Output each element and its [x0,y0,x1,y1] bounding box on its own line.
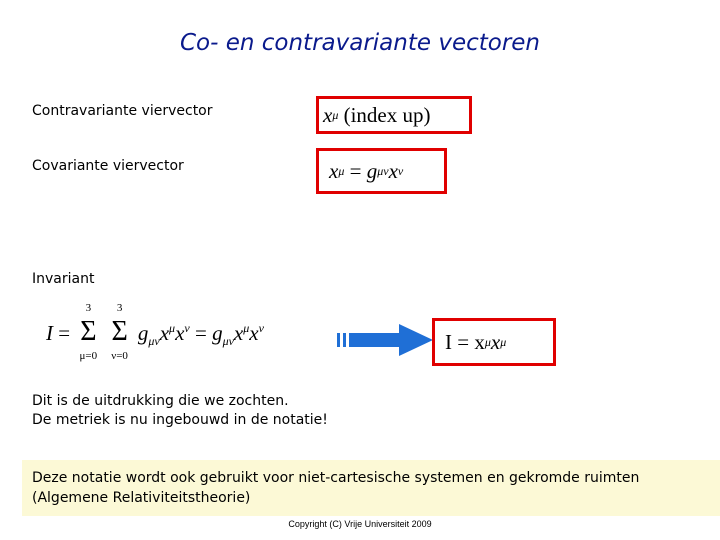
index-up-text: (index up) [343,102,431,127]
right-arrow-icon [335,320,435,360]
contravariant-formula: x μ (index up) [316,96,472,134]
slide-title: Co- en contravariante vectoren [179,30,541,56]
invariant-result-formula: I = x μ x μ [432,318,556,366]
covariant-formula: x μ = g μν x ν [316,148,447,194]
note-line-1: Dit is de uitdrukking die we zochten. [32,393,289,409]
highlight-text [32,468,639,508]
invariant-sum-formula: I = 3 Σ μ=0 3 Σ ν=0 $g_{\mu\nu}x^\mu x^\nu = g_{\mu\nu}x^\mu x^\nu$ [46,302,264,362]
equals-sign: = [349,158,362,183]
note-line-2: De metriek is nu ingebouwd in de notatie! [32,412,328,428]
result-text: I = x [445,329,485,354]
note-text [32,392,328,430]
invariant-label: Invariant [32,271,95,287]
covariant-label: Covariante viervector [32,158,184,174]
highlight-line-2: (Algemene Relativiteitstheorie) [32,490,251,506]
highlight-line-1: Deze notatie wordt ook gebruikt voor niet-cartesische systemen en gekromde ruimten [32,470,640,486]
copyright-footer: Copyright (C) Vrije Universiteit 2009 [288,519,432,529]
contravariant-label: Contravariante viervector [32,103,213,119]
